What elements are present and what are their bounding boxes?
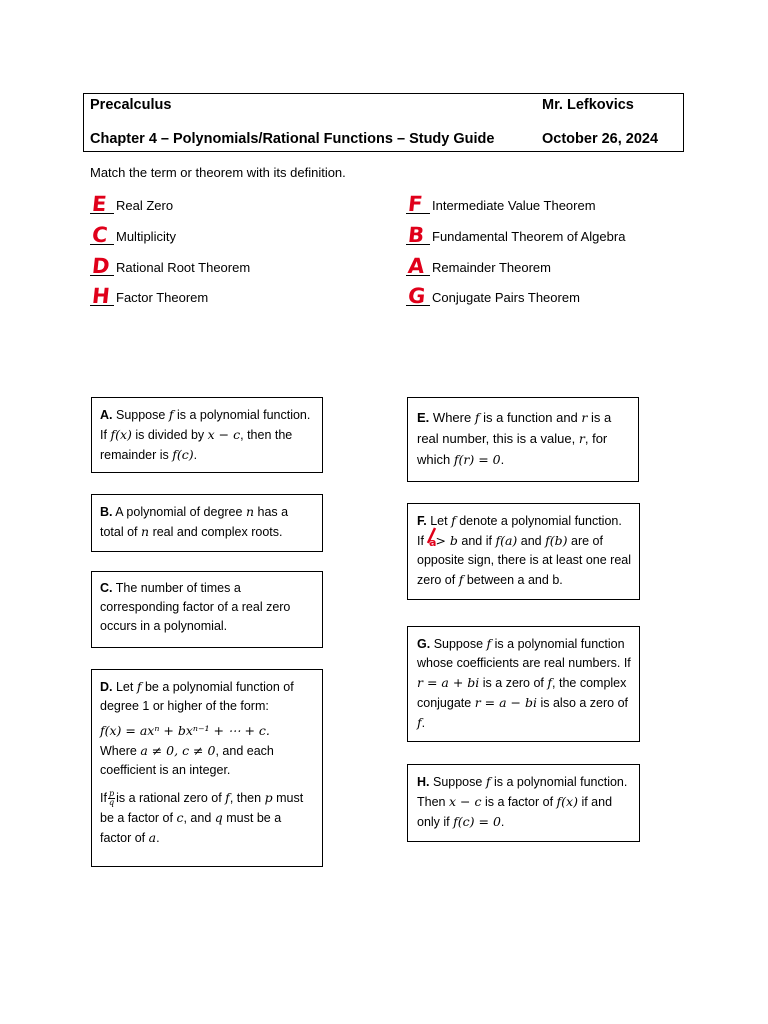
handwritten-correction — [425, 527, 439, 550]
box-text: is a zero of — [482, 676, 544, 690]
fraction-p-over-q — [108, 790, 115, 807]
match-term: Remainder Theorem — [432, 260, 551, 275]
box-text: is a polynomial function. If — [100, 408, 311, 442]
box-text: Suppose — [433, 637, 484, 651]
answer-blank[interactable] — [90, 192, 114, 216]
box-letter: H. — [417, 775, 430, 789]
definition-box-f — [407, 503, 640, 600]
box-text: . — [421, 716, 426, 730]
box-text: be a polynomial function of degree 1 or higher of the form: — [100, 680, 294, 713]
match-item — [90, 254, 251, 279]
box-text: . — [500, 815, 505, 829]
definition-box-e — [407, 397, 639, 482]
handwritten-answer: F — [406, 192, 424, 216]
answer-blank[interactable] — [90, 254, 114, 278]
match-item — [90, 192, 174, 217]
answer-blank[interactable] — [406, 284, 430, 308]
box-text: is a real number, this is a value, — [417, 410, 612, 446]
correction-letter: a — [429, 536, 437, 549]
match-term: Fundamental Theorem of Algebra — [432, 229, 626, 244]
answer-blank[interactable] — [90, 284, 114, 308]
math-expr: r — [581, 410, 588, 425]
box-text: . — [156, 831, 160, 845]
box-text: must be a factor of — [100, 791, 304, 825]
teacher-name: Mr. Lefkovics — [542, 97, 634, 113]
math-expr: a ≠ 0, c ≠ 0 — [140, 743, 216, 758]
fraction-numerator: p — [108, 789, 115, 799]
box-text: is also a zero of — [540, 696, 629, 710]
definition-box-g — [407, 626, 640, 742]
math-expr: n — [141, 524, 150, 539]
answer-blank[interactable] — [406, 254, 430, 278]
answer-blank[interactable] — [90, 223, 114, 247]
box-letter: F. — [417, 514, 427, 528]
box-text: . — [193, 448, 198, 462]
math-expr: f — [136, 679, 142, 694]
math-expr: f — [485, 774, 491, 789]
box-text: Suppose — [432, 775, 483, 789]
match-term: Rational Root Theorem — [116, 260, 251, 275]
math-expr: a — [148, 830, 157, 845]
box-text: Where — [432, 410, 472, 425]
box-text: The number of times a corresponding factor of a real zero occurs in a polynomial. — [100, 581, 291, 633]
match-item — [406, 223, 626, 248]
answer-blank[interactable] — [406, 223, 430, 247]
definition-box-h — [407, 764, 640, 842]
course-name: Precalculus — [90, 97, 172, 113]
box-text: Let — [430, 514, 448, 528]
match-term: Intermediate Value Theorem — [432, 198, 596, 213]
math-expr: f(a) — [495, 533, 518, 548]
box-text: if and only if — [417, 795, 613, 829]
fraction-denominator: q — [108, 798, 115, 808]
box-text: are of opposite sign, there is at least one real zero of — [417, 534, 632, 587]
math-expr: f(b) — [545, 533, 568, 548]
box-text: is a factor of — [484, 795, 554, 809]
math-expr: c — [176, 810, 184, 825]
math-expr: f(r) = 0 — [453, 452, 501, 467]
box-text: , then — [229, 791, 262, 805]
math-expr: f — [474, 410, 480, 425]
math-expr: f(x) — [556, 794, 578, 809]
box-text: Suppose — [115, 408, 166, 422]
box-text: is a polynomial function whose coefficients are real numbers. If — [417, 637, 631, 670]
math-expr: f(x) = axⁿ + bxⁿ⁻¹ + ⋯ + c. — [100, 723, 270, 738]
box-letter: G. — [417, 637, 431, 651]
box-text: Let — [115, 680, 134, 694]
box-letter: B. — [100, 505, 113, 519]
box-text: A polynomial of degree — [115, 505, 243, 519]
match-item — [90, 284, 209, 309]
box-letter: D. — [100, 680, 113, 694]
handwritten-answer: G — [406, 284, 427, 308]
definition-box-c — [91, 571, 323, 648]
math-expr: n — [245, 504, 255, 519]
box-letter: A. — [100, 408, 113, 422]
match-item — [406, 284, 580, 309]
page-title: Chapter 4 – Polynomials/Rational Functions – Study Guide — [90, 131, 495, 147]
handwritten-answer: A — [406, 254, 426, 278]
match-item — [406, 254, 551, 279]
match-term: Conjugate Pairs Theorem — [432, 290, 580, 305]
math-expr: q — [214, 810, 223, 825]
math-expr: f — [168, 407, 174, 422]
box-text: and if — [461, 534, 492, 548]
definition-box-b — [91, 494, 323, 552]
math-expr: x − c — [207, 427, 241, 442]
box-text: Where — [100, 744, 137, 758]
handwritten-answer: D — [90, 254, 111, 278]
box-text: , then the remainder is — [100, 428, 293, 462]
box-letter: C. — [100, 581, 113, 595]
handwritten-answer: E — [90, 192, 108, 216]
box-text: is a polynomial function. Then — [417, 775, 628, 809]
date: October 26, 2024 — [542, 131, 659, 147]
box-text: denote a polynomial function. If — [417, 514, 622, 548]
box-text: , and — [183, 811, 212, 825]
math-expr: f — [486, 636, 492, 651]
match-item — [406, 192, 596, 217]
math-expr: p — [264, 790, 273, 805]
match-term: Real Zero — [116, 198, 174, 213]
math-expr: f — [458, 572, 464, 587]
box-text: is a rational zero of — [116, 791, 222, 805]
math-expr: r — [578, 431, 585, 446]
definition-box-d — [91, 669, 323, 867]
box-text: If — [100, 791, 107, 805]
box-text: . — [500, 452, 505, 467]
instructions: Match the term or theorem with its definition. — [90, 165, 346, 180]
box-text: , and each coefficient is an integer. — [100, 744, 274, 777]
math-expr: r = a + bi — [417, 675, 480, 690]
handwritten-answer: B — [406, 223, 426, 247]
handwritten-answer: C — [90, 223, 109, 247]
math-expr: f — [225, 790, 230, 805]
math-expr: f(c) = 0 — [453, 814, 501, 829]
box-text: real and complex roots. — [152, 525, 283, 539]
header-box — [83, 93, 684, 152]
box-text: has a total of — [100, 505, 289, 539]
box-text: , the complex conjugate — [417, 676, 627, 710]
box-text: is a function and — [483, 410, 578, 425]
box-text: must be a factor of — [100, 811, 282, 845]
box-text: and — [520, 534, 542, 548]
match-term: Multiplicity — [116, 229, 176, 244]
match-item — [90, 223, 176, 248]
math-expr: x − c — [448, 794, 482, 809]
math-expr: f — [417, 715, 422, 730]
math-expr: f(c) — [172, 447, 194, 462]
box-text: between a and b. — [466, 573, 563, 587]
definition-box-a — [91, 397, 323, 473]
box-letter: E. — [417, 410, 430, 425]
box-text: is divided by — [135, 428, 205, 442]
math-expr: > b — [435, 533, 458, 548]
math-expr: f — [451, 513, 456, 528]
handwritten-answer: H — [90, 284, 111, 308]
answer-blank[interactable] — [406, 192, 430, 216]
math-expr: f — [547, 675, 553, 690]
math-expr: f(x) — [110, 427, 132, 442]
match-term: Factor Theorem — [116, 290, 209, 305]
math-expr: r = a − bi — [474, 695, 537, 710]
box-text: , for which — [417, 431, 608, 467]
